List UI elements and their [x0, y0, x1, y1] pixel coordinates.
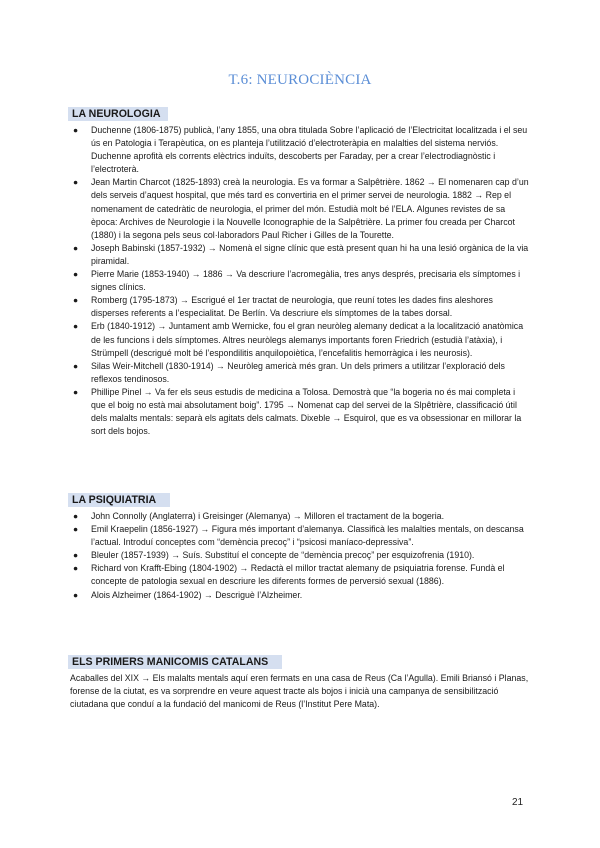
list-item: ● John Connolly (Anglaterra) i Greisinger (Alemanya) → Milloren el tractament de la bogeria. [70, 510, 530, 523]
list-item: ● Bleuler (1857-1939) → Suís. Substituí el concepte de “demència precoç” per esquizofrenia (1910). [70, 549, 530, 562]
bullet-icon: ● [73, 524, 79, 535]
section-manicomis [70, 652, 530, 711]
bullet-icon: ● [73, 563, 79, 574]
section-heading: LA NEUROLOGIA [68, 107, 168, 121]
list-item: ● Romberg (1795-1873) → Escrigué el 1er tractat de neurologia, que reuní totes les dades fins aleshores disperses referents a l’especialitat. De Berlín. Va descriure els símptomes de la tabes dorsal. [73, 295, 493, 319]
section-paragraph: Acaballes del XIX → Els malalts mentals aquí eren fermats en una casa de Reus (Ca l’Agulla). Emili Briansó i Planas, forense de la ciutat, es va sorprendre en veure aquest tracte als bojos i inicià una campanya de sensibilització ciutadana que conduí a la fundació del manicomi de Reus (l’Institut Pere Mata). [70, 673, 529, 710]
bullet-icon: ● [73, 269, 79, 280]
list-item: ● Erb (1840-1912) → Juntament amb Wernicke, fou el gran neuròleg alemany dedicat a la localització anatòmica de les funcions i dels símptomes. Altres neuròlegs alemanys importants foren Friedrich (estudià l’atàxia), i Strümpell (descrigué molt bé l’espondilitis anquilopoiètica, l’encefalitis hemorràgica i les neurosis). [73, 321, 524, 358]
psiquiatria-list [70, 510, 530, 602]
bullet-icon: ● [73, 589, 79, 600]
bullet-icon: ● [73, 550, 79, 561]
list-item: ● Richard von Krafft-Ebing (1804-1902) → Redactà el millor tractat alemany de psiquiatria forense. Fundà el concepte de patologia sexual en descriure les diferents formes de perversió sexual (1886). [73, 563, 505, 587]
list-item: ● Jean Martin Charcot (1825-1893) creà la neurologia. Es va formar a Salpêtrière. 1862 → El nomenaren cap d’un dels serveis d’aquest hospital, que més tard es convertiria en el primer servei de neurologia. 1882 → Rep el nomenament de catedràtic de neurologia, el primer del món. Estudià molt bé l’ELA. Algunes revistes de sa època: Archives de Neurologie i la Nouvelle Iconographie de la Salpêtrière. La primer fou creada per Charcot (1880) i la segona pels seus col·laboradors Paul Richer i Gilles de la Tourette. [73, 177, 529, 240]
list-item: ● Silas Weir-Mitchell (1830-1914) → Neuròleg americà més gran. Un dels primers a utilitzar l’exploració dels reflexos tendinosos. [73, 360, 505, 384]
section-neurologia [70, 104, 530, 438]
section-heading: LA PSIQUIATRIA [68, 493, 170, 507]
bullet-icon: ● [73, 177, 79, 188]
page-title: T.6: NEUROCIÈNCIA [228, 72, 372, 88]
bullet-icon: ● [73, 360, 79, 371]
list-item: ● Duchenne (1806-1875) publicà, l’any 1855, una obra titulada Sobre l’aplicació de l’Electricitat localitzada i el seu ús en Patologia i Terapèutica, on es planteja l’utilització d’electroteràpia en malalties del sistema nerviós. Duchenne aprofità els corrents elèctrics induïts, descoberts per Faraday, per a crear l’electrodiagnòstic i l’electroterà. [73, 125, 528, 175]
neurologia-list [70, 124, 530, 438]
list-item: ● Joseph Babinski (1857-1932) → Nomenà el signe clínic que està present quan hi ha una lesió orgànica de la via piramidal. [73, 242, 529, 266]
list-item: ● Pierre Marie (1853-1940) → 1886 → Va descriure l’acromegàlia, tres anys després, precisaria els símptomes i signes clínics. [73, 269, 521, 293]
list-item: ● Emil Kraepelin (1856-1927) → Figura més important d’alemanya. Classificà les malalties mentals, on descansa l’actual. Introduí conceptes com “demència precoç” i “psicosi maníaco-depressiva”. [73, 524, 524, 548]
bullet-icon: ● [73, 321, 79, 332]
page-number: 21 [512, 797, 524, 808]
list-item: ● Alois Alzheimer (1864-1902) → Descriguè l’Alzheimer. [70, 589, 530, 602]
section-heading: ELS PRIMERS MANICOMIS CATALANS [68, 655, 282, 669]
section-psiquiatria [70, 490, 530, 602]
bullet-icon: ● [73, 295, 79, 306]
bullet-icon: ● [73, 511, 79, 521]
list-item: ● Phillipe Pinel → Va fer els seus estudis de medicina a Tolosa. Demostrà que “la bogeria no és mai completa i que el boig no està mai absolutament boig”. 1795 → Nomenat cap del servei de la Slpêtrière, classificació útil dels malalts mentals: separà els agitats dels calmats. Dixeble → Esquirol, que es va obsessionar en millorar la sort dels bojos. [73, 386, 522, 437]
bullet-icon: ● [73, 125, 79, 135]
bullet-icon: ● [73, 386, 79, 397]
bullet-icon: ● [73, 242, 79, 253]
